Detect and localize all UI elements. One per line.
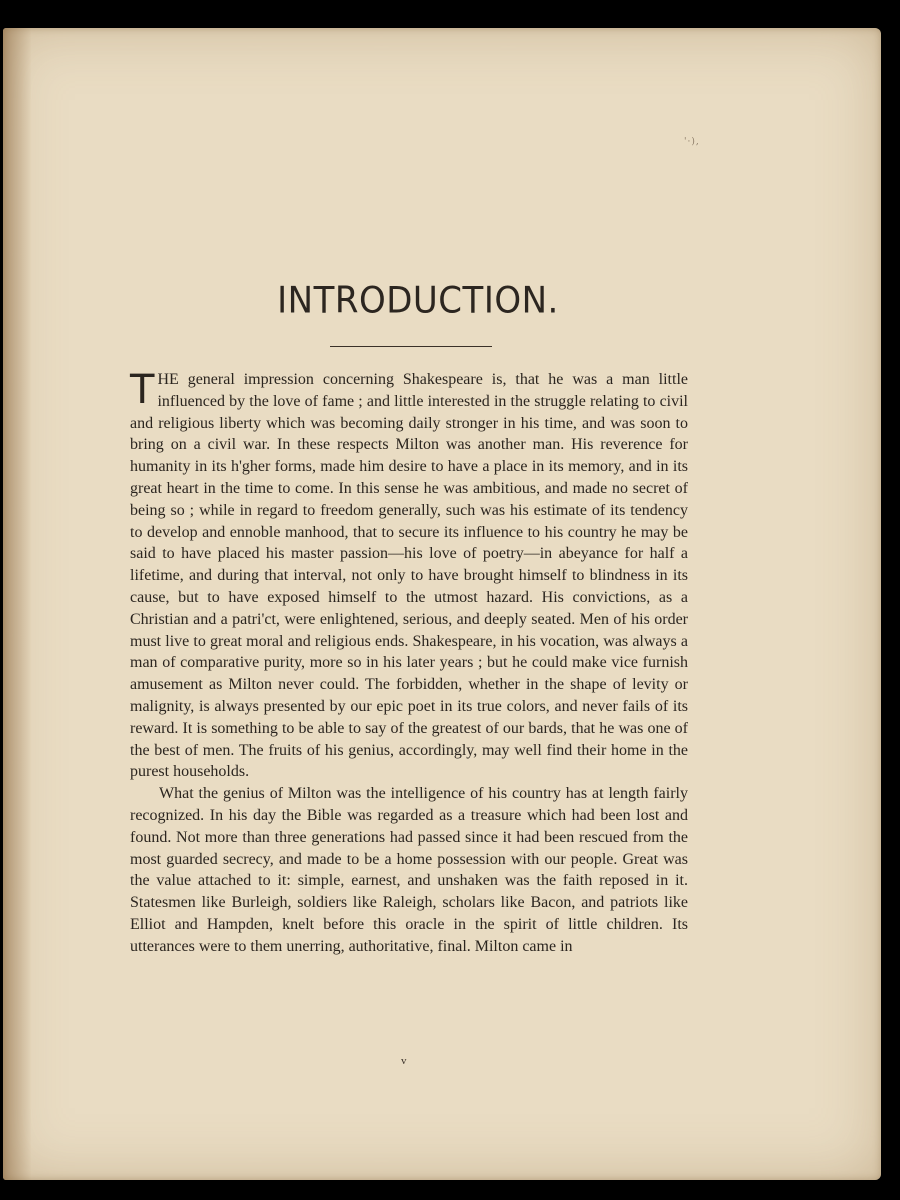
body-text <box>130 369 688 958</box>
paragraph-2: What the genius of Milton was the intelligence of his country has at length fairly recognized. In his day the Bible was regarded as a treasure which had been lost and found. Not more than three generations had passed since it had been rescued from the most guarded secrecy, and made to be a home possession with our people. Great was the value attached to it: simple, earnest, and unshaken was the faith reposed in it. Statesmen like Burleigh, soldiers like Raleigh, scholars like Bacon, and patriots like Elliot and Hampden, knelt before this oracle in the spirit of little children. Its utterances were to them unerring, authoritative, final. Milton came in <box>130 785 688 955</box>
paragraph-1 <box>130 369 688 783</box>
book-page <box>3 28 881 1180</box>
drop-cap: T <box>130 367 155 413</box>
paragraph-1-text: HE general impression concerning Shakespeare is, that he was a man little influenced by the love of fame ; and little interested in the struggle relating to civil and religious liberty which was becoming daily stronger in his time, and was soon to bring on a civil war. In these respects Milton was another man. His reverence for humanity in its h'gher forms, made him desire to have a place in its memory, and in its great heart in the time to come. In this sense he was ambitious, and made no secret of being so ; while in regard to freedom generally, such was his estimate of its tendency to develop and ennoble manhood, that to secure its influence to his country he may be said to have placed his master passion—his love of poetry—in abeyance for half a lifetime, and during that interval, not only to have brought himself to blindness in its cause, but to have exposed himself to the utmost hazard. His convictions, as a Christian and a patri'ct, were enlightened, serious, and deeply seated. Men of his order must live to great moral and religious ends. Shakespeare, in his vocation, was always a man of comparative purity, more so in his later years ; but he could make vice furnish amusement as Milton never could. The forbidden, whether in the shape of levity or malignity, is always presented by our epic poet in its true colors, and never fails of its reward. It is something to be able to say of the greatest of our bards, that he was one of the best of men. The fruits of his genius, accordingly, may well find their home in the purest households. <box>130 371 688 781</box>
corner-mark: '·), <box>684 137 700 147</box>
page-number: v <box>401 1055 407 1067</box>
title-rule <box>330 346 492 347</box>
page-title: INTRODUCTION. <box>277 279 559 323</box>
